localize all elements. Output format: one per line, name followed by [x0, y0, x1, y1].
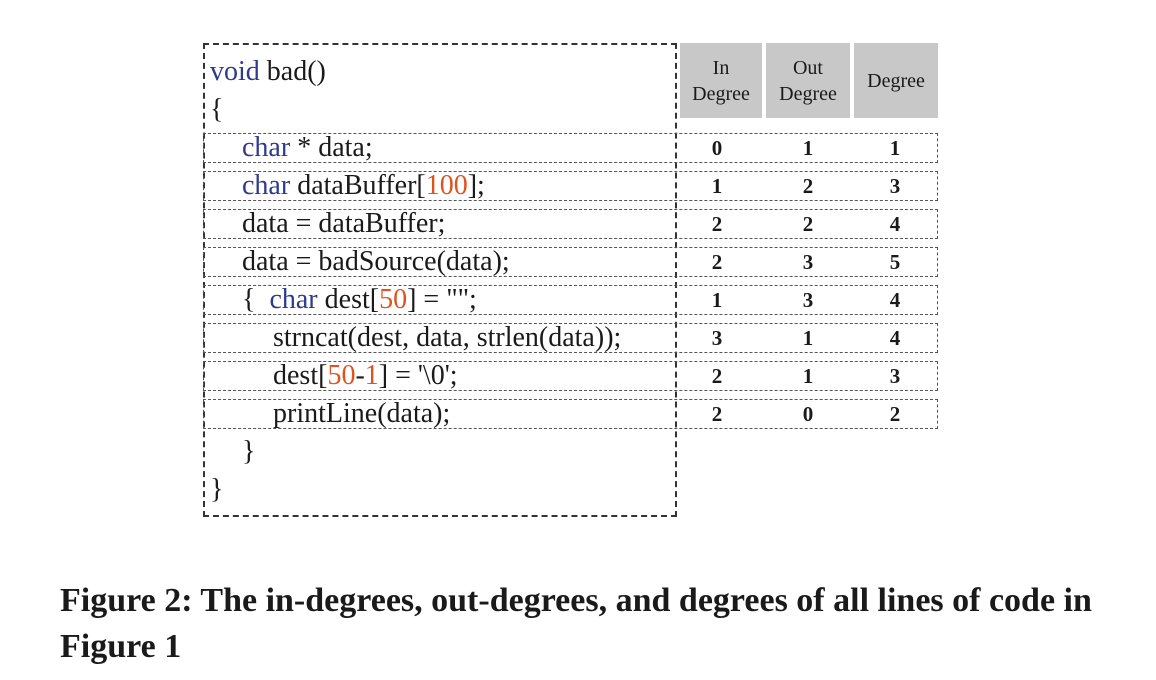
- figure-caption: Figure 2: The in-degrees, out-degrees, and degrees of all lines of code in Figure 1: [60, 582, 1092, 665]
- degree-value: 3: [889, 364, 901, 388]
- in-degree-value: 1: [711, 174, 723, 198]
- in-degree-value: 3: [711, 326, 723, 350]
- code-text: -: [355, 360, 365, 391]
- code-text: dataBuffer[: [290, 170, 426, 201]
- code-text: }: [242, 436, 256, 467]
- in-degree-value: 2: [711, 212, 723, 236]
- code-line: [242, 209, 445, 239]
- header-out-degree: Out Degree: [766, 43, 850, 118]
- code-text: dest[: [317, 284, 380, 315]
- code-keyword: void: [210, 56, 260, 87]
- code-keyword: char: [242, 132, 291, 163]
- degree-value: 2: [889, 402, 901, 426]
- code-text: printLine(data);: [273, 398, 451, 429]
- degree-value: 4: [889, 212, 901, 236]
- code-line: [242, 285, 477, 315]
- function-code-box: [203, 43, 677, 517]
- out-degree-value: 1: [802, 326, 814, 350]
- code-text: ] = "";: [407, 284, 477, 315]
- header-degree: Degree: [854, 43, 938, 118]
- code-text: data = badSource(data);: [242, 246, 510, 277]
- code-text: * data;: [290, 132, 373, 163]
- code-text: data = dataBuffer;: [242, 208, 446, 239]
- out-degree-value: 3: [802, 288, 814, 312]
- code-line: [273, 323, 621, 353]
- degree-value: 4: [889, 288, 901, 312]
- code-number: 100: [425, 170, 468, 201]
- code-line: [242, 437, 255, 467]
- code-text: strncat(dest, data, strlen(data));: [273, 322, 622, 353]
- code-line: [273, 399, 450, 429]
- header-in-degree: In Degree: [680, 43, 762, 118]
- out-degree-value: 2: [802, 174, 814, 198]
- code-text: {: [242, 284, 270, 315]
- out-degree-value: 2: [802, 212, 814, 236]
- degree-value: 3: [889, 174, 901, 198]
- out-degree-value: 3: [802, 250, 814, 274]
- code-line: [210, 57, 326, 87]
- code-text: }: [210, 474, 224, 505]
- code-text: ] = '\0';: [378, 360, 458, 391]
- in-degree-value: 0: [711, 136, 723, 160]
- out-degree-value: 1: [802, 136, 814, 160]
- in-degree-value: 2: [711, 250, 723, 274]
- code-text: bad(): [259, 56, 326, 87]
- code-number: 50: [327, 360, 356, 391]
- code-line: [273, 361, 458, 391]
- degree-value: 5: [889, 250, 901, 274]
- out-degree-value: 0: [802, 402, 814, 426]
- degree-value: 4: [889, 326, 901, 350]
- code-line: [242, 247, 510, 277]
- code-line: [242, 133, 373, 163]
- out-degree-value: 1: [802, 364, 814, 388]
- degree-value: 1: [889, 136, 901, 160]
- code-number: 1: [364, 360, 379, 391]
- code-line: [210, 95, 223, 125]
- code-text: ];: [467, 170, 485, 201]
- in-degree-value: 1: [711, 288, 723, 312]
- code-keyword: char: [242, 170, 291, 201]
- code-keyword: char: [269, 284, 318, 315]
- code-text: dest[: [273, 360, 328, 391]
- code-line: [210, 475, 223, 505]
- in-degree-value: 2: [711, 402, 723, 426]
- code-text: {: [210, 94, 224, 125]
- code-number: 50: [379, 284, 408, 315]
- code-line: [242, 171, 485, 201]
- in-degree-value: 2: [711, 364, 723, 388]
